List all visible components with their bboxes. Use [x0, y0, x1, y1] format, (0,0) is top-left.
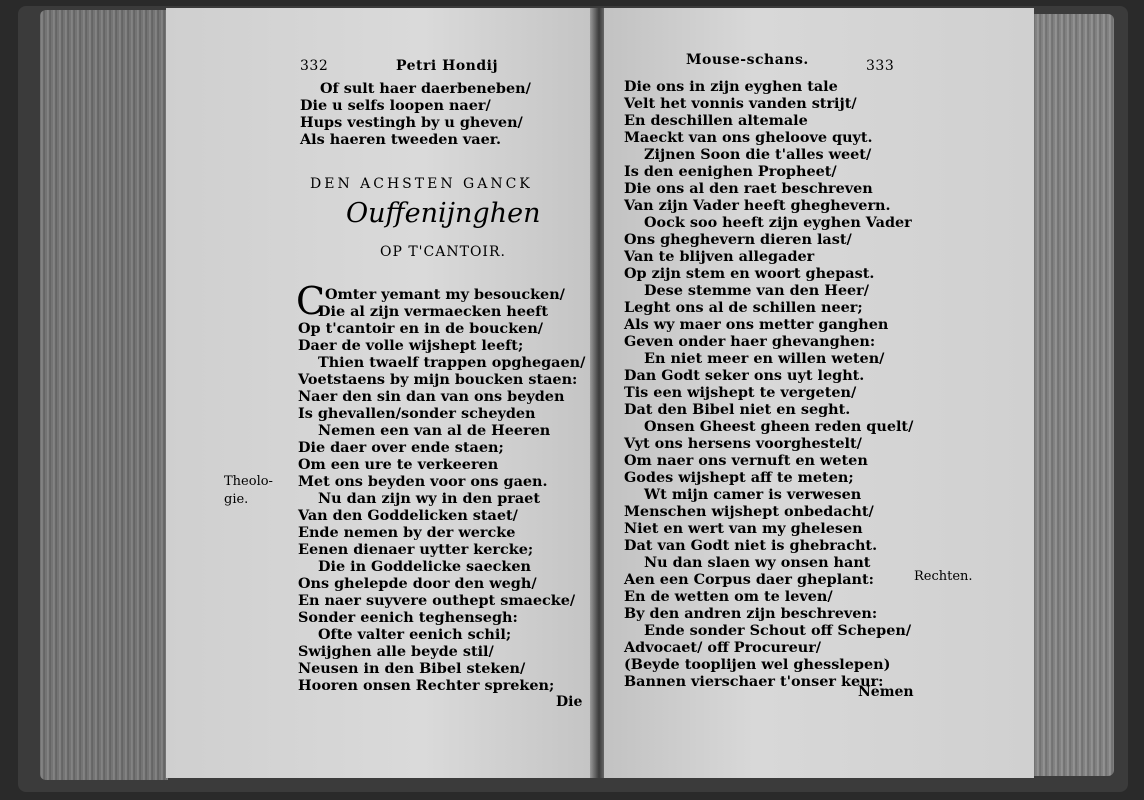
margin-note-theology-2: gie.	[224, 492, 249, 507]
verse-line: Met ons beyden voor ons gaen.	[298, 473, 548, 490]
verse-line: Is ghevallen/sonder scheyden	[298, 405, 536, 422]
verse-line: Dat den Bibel niet en seght.	[624, 401, 851, 418]
verse-line: Als wy maer ons metter ganghen	[624, 316, 889, 333]
verse-line: Nu dan zijn wy in den praet	[318, 490, 540, 507]
left-page-edges	[40, 10, 168, 780]
verse-line: Of sult haer daerbeneben/	[320, 80, 531, 97]
verse-line: Ende sonder Schout off Schepen/	[644, 622, 912, 639]
verse-line: Onsen Gheest gheen reden quelt/	[644, 418, 914, 435]
verse-line: Nemen een van al de Heeren	[318, 422, 551, 439]
verse-line: Velt het vonnis vanden strijt/	[624, 95, 857, 112]
verse-line: Hooren onsen Rechter spreken;	[298, 677, 555, 694]
verse-line: Ende nemen by der wercke	[298, 524, 516, 541]
verse-line: Voetstaens by mijn boucken staen:	[298, 371, 578, 388]
verse-line: Advocaet/ off Procureur/	[624, 639, 822, 656]
verse-line: Nu dan slaen wy onsen hant	[644, 554, 871, 571]
verse-line: En deschillen altemale	[624, 112, 808, 129]
verse-line: Eenen dienaer uytter kercke;	[298, 541, 534, 558]
right-page-edges	[1030, 14, 1114, 776]
verse-line: Thien twaelf trappen opghegaen/	[318, 354, 586, 371]
verse-line: Dan Godt seker ons uyt leght.	[624, 367, 865, 384]
verse-line: Om naer ons vernuft en weten	[624, 452, 868, 469]
first-line: Omter yemant my besoucken/	[325, 286, 565, 303]
left-main-verse	[298, 303, 585, 694]
verse-line: Leght ons al de schillen neer;	[624, 299, 863, 316]
verse-line: Die u selfs loopen naer/	[300, 97, 491, 114]
verse-line: Maeckt van ons gheloove quyt.	[624, 129, 873, 146]
verse-line: Op t'cantoir en in de boucken/	[298, 320, 544, 337]
left-running-head: Petri Hondij	[396, 58, 499, 74]
right-verse	[624, 78, 913, 690]
left-page-number: 332	[300, 58, 329, 74]
verse-line: Ons ghelepde door den wegh/	[298, 575, 537, 592]
verse-line: Ons gheghevern dieren last/	[624, 231, 852, 248]
verse-line: Als haeren tweeden vaer.	[300, 131, 502, 148]
verse-line: Zijnen Soon die t'alles weet/	[644, 146, 872, 163]
verse-line: Niet en wert van my ghelesen	[624, 520, 863, 537]
verse-line: Die al zijn vermaecken heeft	[318, 303, 549, 320]
verse-line: Swijghen alle beyde stil/	[298, 643, 494, 660]
verse-line: Wt mijn camer is verwesen	[644, 486, 862, 503]
section-heading: DEN ACHSTEN GANCK	[310, 176, 533, 192]
verse-line: (Beyde tooplijen wel ghesslepen)	[624, 656, 891, 673]
left-top-verse	[300, 80, 531, 148]
verse-line: Die ons in zijn eyghen tale	[624, 78, 838, 95]
verse-line: En niet meer en willen weten/	[644, 350, 885, 367]
verse-line: Bannen vierschaer t'onser keur:	[624, 673, 884, 690]
verse-line: Ofte valter eenich schil;	[318, 626, 512, 643]
verse-line: Van zijn Vader heeft gheghevern.	[624, 197, 891, 214]
verse-line: Menschen wijshept onbedacht/	[624, 503, 874, 520]
verse-line: Neusen in den Bibel steken/	[298, 660, 526, 677]
verse-line: Vyt ons hersens voorghestelt/	[624, 435, 862, 452]
verse-line: Godes wijshept aff te meten;	[624, 469, 854, 486]
verse-line: En de wetten om te leven/	[624, 588, 833, 605]
margin-note-rechten: Rechten.	[914, 569, 973, 584]
verse-line: Daer de volle wijshept leeft;	[298, 337, 524, 354]
section-subtitle: OP T'CANTOIR.	[380, 244, 506, 260]
left-catchword: Die	[556, 694, 583, 710]
verse-line: Op zijn stem en woort ghepast.	[624, 265, 875, 282]
verse-line: Van te blijven allegader	[624, 248, 815, 265]
drop-cap: C	[296, 279, 326, 323]
verse-line: Is den eenighen Propheet/	[624, 163, 837, 180]
verse-line: Tis een wijshept te vergeten/	[624, 384, 857, 401]
right-catchword: Nemen	[858, 684, 914, 700]
verse-line: Dat van Godt niet is ghebracht.	[624, 537, 878, 554]
verse-line: Hups vestingh by u gheven/	[300, 114, 523, 131]
right-running-head: Mouse-schans.	[686, 52, 809, 68]
verse-line: Om een ure te verkeeren	[298, 456, 499, 473]
verse-line: Oock soo heeft zijn eyghen Vader	[644, 214, 912, 231]
verse-line: Geven onder haer ghevanghen:	[624, 333, 876, 350]
verse-line: Die in Goddelicke saecken	[318, 558, 531, 575]
verse-line: Dese stemme van den Heer/	[644, 282, 870, 299]
right-page-number: 333	[866, 58, 895, 74]
verse-line: Die daer over ende staen;	[298, 439, 504, 456]
verse-line: Die ons al den raet beschreven	[624, 180, 873, 197]
margin-note-theology-1: Theolo-	[224, 474, 273, 489]
verse-line: En naer suyvere outhept smaecke/	[298, 592, 576, 609]
verse-line: Aen een Corpus daer gheplant:	[624, 571, 874, 588]
verse-line: Van den Goddelicken staet/	[298, 507, 518, 524]
verse-line: Sonder eenich teghensegh:	[298, 609, 518, 626]
verse-line: By den andren zijn beschreven:	[624, 605, 878, 622]
verse-line: Naer den sin dan van ons beyden	[298, 388, 565, 405]
section-title: Ouffenijnghen	[346, 198, 541, 229]
